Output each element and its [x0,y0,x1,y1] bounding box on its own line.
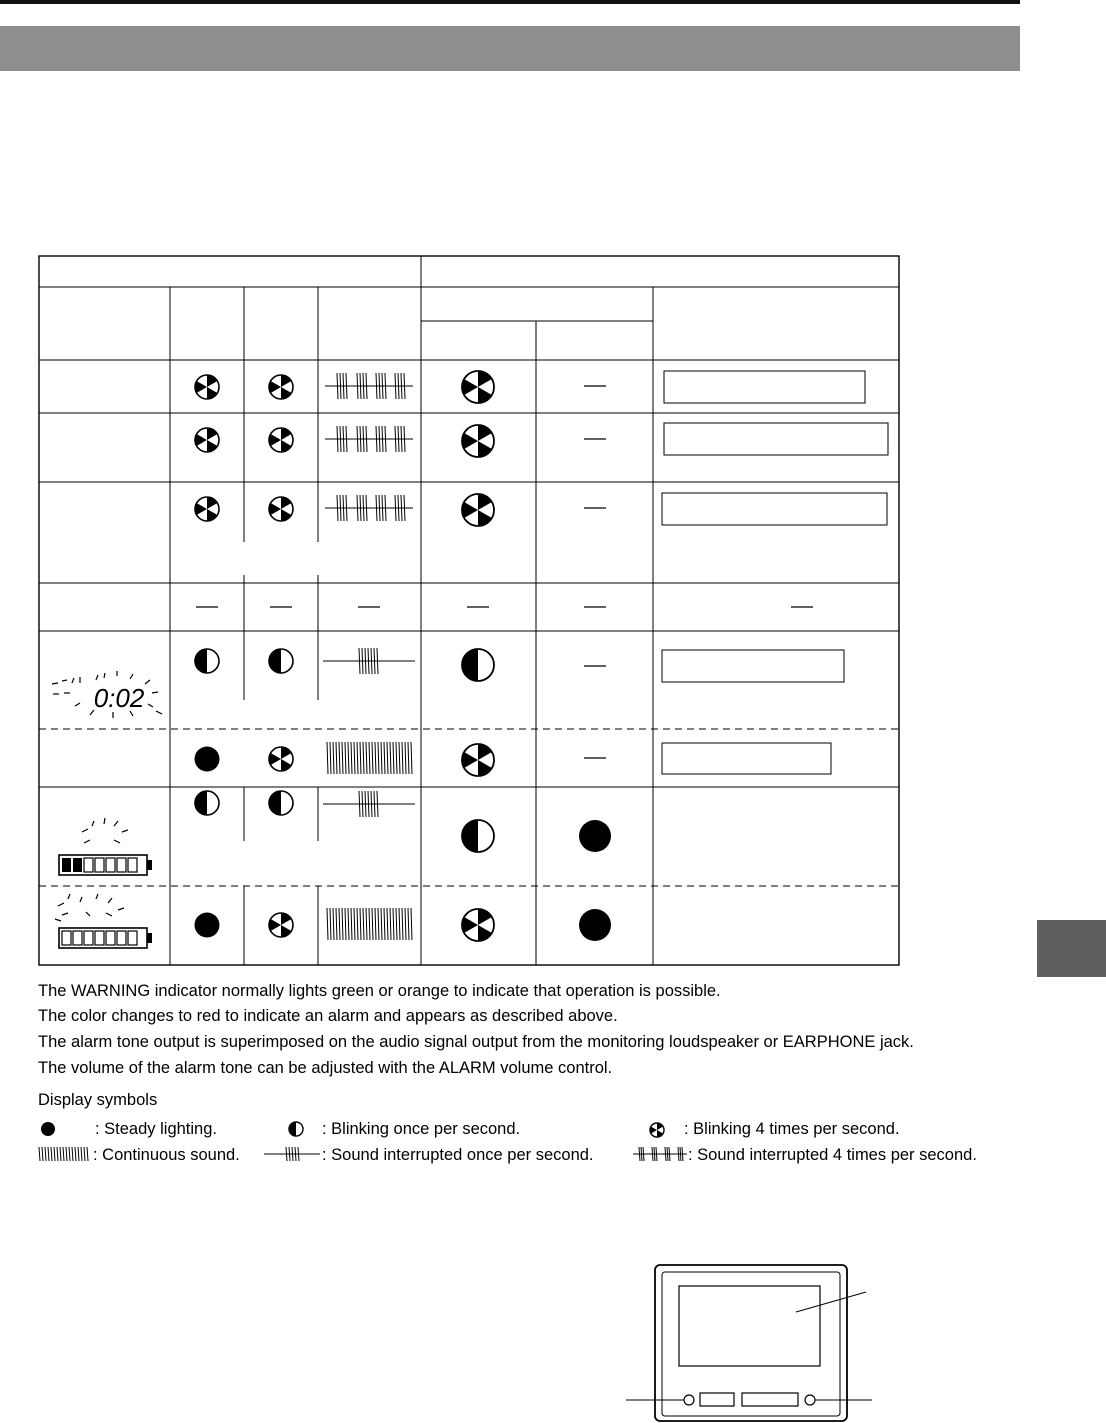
blink-4-icon [195,497,219,521]
note-color-red: The color changes to red to indicate an alarm and appears as described above. [38,1007,618,1025]
message-box [664,371,865,403]
note-warning-normal: The WARNING indicator normally lights green or orange to indicate that operation is possible. [38,982,721,1000]
left-panel-button [700,1393,734,1406]
blink-1-icon [462,820,494,852]
legend-interrupted-1: : Sound interrupted once per second. [322,1146,594,1164]
continuous-sound-icon [37,1145,93,1163]
legend-continuous: : Continuous sound. [93,1146,240,1164]
blink-4-icon [195,375,219,399]
blink-4-icon [269,428,293,452]
blink-4-icon [269,497,293,521]
steady-icon [195,747,220,772]
battery-empty-display [55,894,152,948]
message-box [662,650,844,682]
steady-icon [579,820,611,852]
note-alarm-volume: The volume of the alarm tone can be adjusted with the ALARM volume control. [38,1059,613,1077]
continuous-sound-icon [327,742,412,774]
right-indicator-lamp [805,1395,815,1405]
message-box [662,743,831,774]
sound-interrupted-1-icon [323,791,415,817]
monitor-screen [679,1286,820,1366]
sound-interrupted-4-icon [325,426,413,452]
steady-icon [38,1119,58,1139]
legend-blink-1: : Blinking once per second. [322,1120,521,1138]
legend-steady: : Steady lighting. [95,1120,217,1138]
blink-4-icon [462,909,494,941]
steady-icon [195,913,220,938]
blink-4-icon [462,744,494,776]
blink-1-icon [286,1119,306,1139]
blinking-time-display [52,671,162,718]
sound-interrupted-4-icon [325,373,413,399]
sound-interrupted-1-icon [262,1145,322,1163]
blink-4-icon [462,494,494,526]
legend-heading: Display symbols [38,1091,158,1109]
steady-icon [579,909,611,941]
message-box [664,423,888,455]
blink-4-icon [462,371,494,403]
blink-4-icon [269,375,293,399]
legend-blink-4: : Blinking 4 times per second. [684,1120,900,1138]
sound-interrupted-4-icon [631,1145,689,1163]
note-alarm-output: The alarm tone output is superimposed on the audio signal output from the monitoring loudspeaker or EARPHONE jack. [38,1033,914,1051]
blink-1-icon [269,649,293,673]
blink-4-icon [195,428,219,452]
blink-4-icon [462,425,494,457]
message-box [662,493,887,525]
sound-interrupted-4-icon [325,495,413,521]
blink-4-icon [647,1120,667,1140]
blink-4-icon [269,913,293,937]
left-indicator-lamp [684,1395,694,1405]
svg-text:0:02: 0:02 [93,683,145,713]
right-panel-button [742,1393,798,1406]
legend-interrupted-4: : Sound interrupted 4 times per second. [688,1146,977,1164]
blink-1-icon [462,649,494,681]
blink-4-icon [269,747,293,771]
monitor-diagram [620,1262,880,1423]
blink-1-icon [269,791,293,815]
blink-1-icon [195,791,219,815]
blink-1-icon [195,649,219,673]
continuous-sound-icon [327,908,412,940]
battery-low-display [59,818,152,875]
sound-interrupted-1-icon [323,648,415,674]
